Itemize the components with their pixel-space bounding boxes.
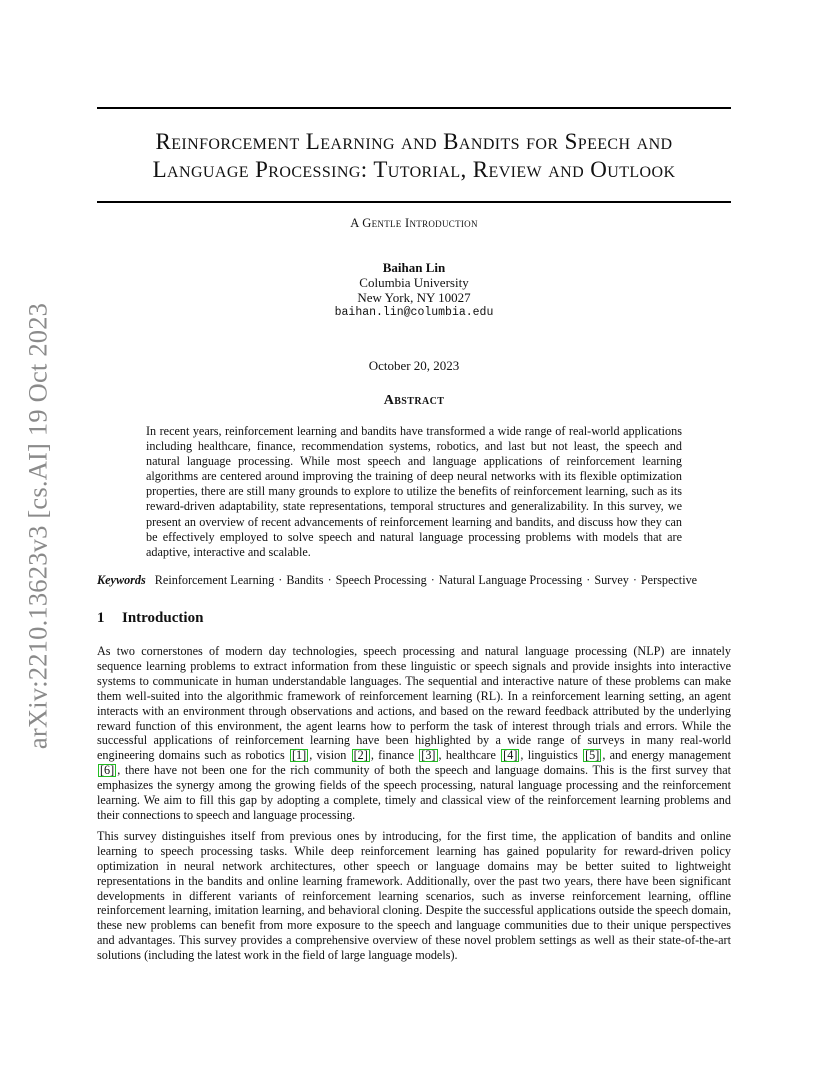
citation-link-3[interactable]: [3] — [421, 748, 436, 763]
author-block — [97, 260, 731, 320]
paragraph-text: , and energy management — [602, 748, 732, 763]
paper-title-line-1: Reinforcement Learning and Bandits for Speech and — [155, 129, 673, 154]
citation-link-4[interactable]: [4] — [503, 748, 518, 763]
introduction-body — [97, 644, 731, 969]
paragraph-text: As two cornerstones of modern day technologies, speech processing and natural language processing (NLP) are innately sequence learning problems to extract information from these linguistic or speech signals and provide insights into interactive systems to communicate in human understandable languages. The sequential and interactive nature of these problems can make them well-suited into the algorithmic framework of reinforcement learning (RL). In a reinforcement learning setting, an agent interacts with an environment through observations and actions, and based on the reward feedback attributed by the underlying reward function of this environment, the agent learns how to perform the task of interest through trials and errors. While the successful applications of reinforcement learning have been highlighted by a wide range of surveys in many real-world engineering domains such as robotics — [97, 644, 731, 763]
section-number: 1 — [97, 610, 105, 626]
arxiv-identifier-stamp: arXiv:2210.13623v3 [cs.AI] 19 Oct 2023 — [22, 302, 53, 750]
citation-link-1[interactable]: [1] — [291, 748, 307, 763]
title-bottom-rule — [97, 201, 731, 203]
introduction-paragraph-2: This survey distinguishes itself from previous ones by introducing, for the first time, the application of bandits and online learning to speech processing tasks. While deep reinforcement learning has gained popularity for reward-driven policy optimization in neural network architectures, other speech or language domains may be better suited to lightweight representations in the bandits and online learning framework. Additionally, over the past two years, there have been significant developments in different variants of reinforcement learning scenarios, such as inverse reinforcement learning, offline reinforcement learning, imitation learning, and behavioral cloning. Despite the successful applications outside the speech domain, these new problems can benefit from more exposure to the speech and language communities due to their unique perspectives and advantages. This survey provides a comprehensive overview of these novel problem settings as well as their state-of-the-art solutions (including the latest work in the field of large language models). — [97, 828, 731, 963]
abstract-text: In recent years, reinforcement learning and bandits have transformed a wide range of real-world applications including healthcare, finance, recommendation systems, robotics, and last but not least, the speech and natural language processing. While most speech and language applications of reinforcement learning algorithms are centered around improving the training of deep neural networks with its flexible optimization properties, there are still many grounds to explore to utilize the benefits of reinforcement learning, such as its reward-driven adaptability, state representations, temporal structures and generalizability. In this survey, we present an overview of recent advancements of reinforcement learning and bandits, and discuss how they can be effectively employed to solve speech and natural language processing problems with models that are adaptive, interactive and scalable. — [146, 424, 682, 559]
citation-link-6[interactable]: [6] — [100, 763, 115, 778]
paragraph-text: , finance — [370, 748, 414, 763]
section-title: Introduction — [122, 610, 204, 626]
author-affiliation: Columbia University — [359, 275, 469, 290]
keyword-separator: · — [586, 573, 591, 587]
keyword-item: Reinforcement Learning — [154, 573, 275, 587]
publication-date: October 20, 2023 — [368, 358, 460, 373]
author-name: Baihan Lin — [382, 260, 446, 275]
keyword-item: Speech Processing — [335, 573, 427, 587]
abstract-heading: Abstract — [383, 393, 445, 408]
paragraph-text: , healthcare — [438, 748, 496, 763]
keyword-separator: · — [632, 573, 637, 587]
section-heading-introduction — [97, 610, 203, 627]
paragraph-text: , there have not been one for the rich community of both the speech and language domains. This is the first survey that emphasizes the synergy among the growing fields of the speech processing, natural language processing and the reinforcement learning. We aim to fill this gap by adopting a complete, timely and classical view of the reinforcement learning problems and their connections to speech and language processing. — [97, 763, 731, 822]
keyword-item: Bandits — [286, 573, 324, 587]
keyword-separator: · — [430, 573, 435, 587]
author-address: New York, NY 10027 — [357, 290, 471, 305]
keyword-separator: · — [278, 573, 283, 587]
title-top-rule — [97, 107, 731, 109]
author-email-link[interactable]: baihan.lin@columbia.edu — [334, 306, 494, 319]
introduction-paragraph-1 — [97, 644, 731, 823]
paper-subtitle: A Gentle Introduction — [350, 216, 478, 230]
keyword-separator: · — [327, 573, 332, 587]
citation-link-5[interactable]: [5] — [585, 748, 600, 763]
paper-title-line-2: Language Processing: Tutorial, Review and Outlook — [152, 157, 676, 182]
keyword-item: Natural Language Processing — [438, 573, 583, 587]
keywords-label: Keywords — [97, 573, 146, 587]
citation-link-2[interactable]: [2] — [353, 748, 368, 763]
paper-title — [97, 128, 731, 184]
keyword-item: Survey — [594, 573, 629, 587]
paragraph-text: , linguistics — [520, 748, 578, 763]
keyword-item: Perspective — [640, 573, 698, 587]
paragraph-text: , vision — [309, 748, 347, 763]
keywords-line — [97, 573, 737, 588]
